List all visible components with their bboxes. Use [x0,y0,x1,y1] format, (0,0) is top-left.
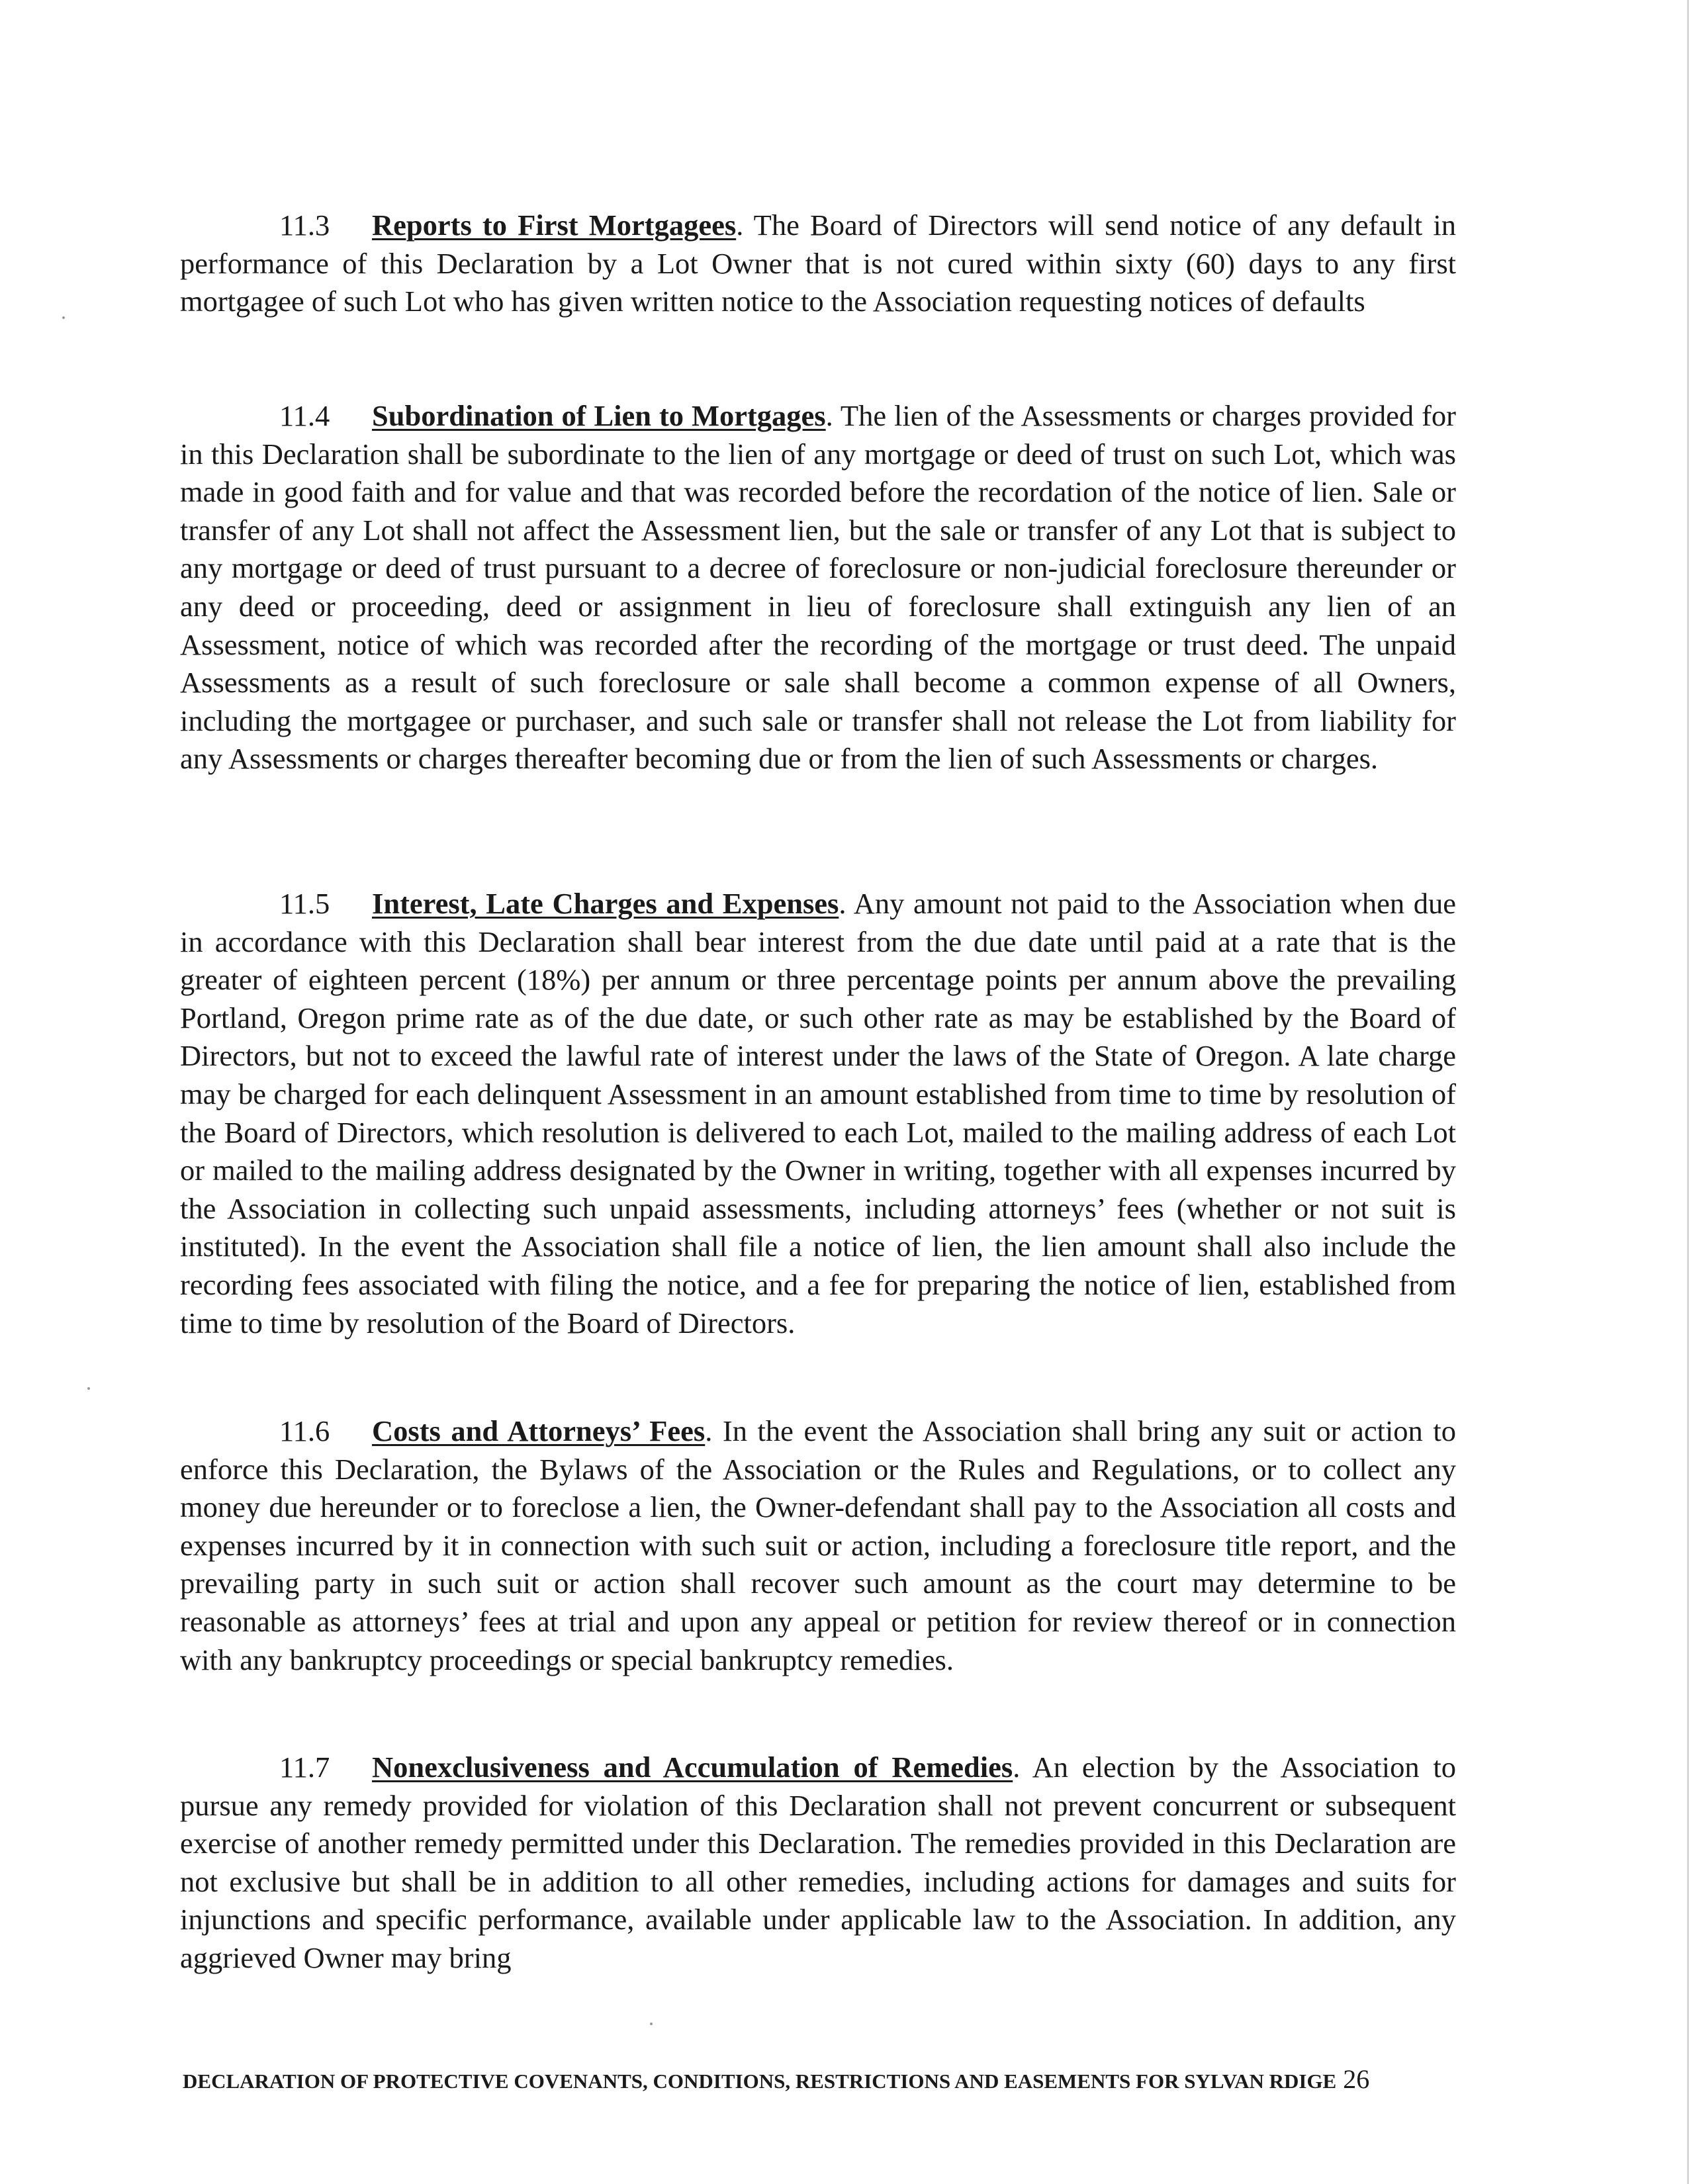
scan-speck [62,316,65,319]
section-heading: Costs and Attorneys’ Fees [372,1414,706,1447]
scan-speck [650,2023,653,2025]
section-11-3 [180,206,1456,321]
section-heading: Subordination of Lien to Mortgages [372,399,826,432]
scan-speck [87,1387,90,1390]
section-heading: Nonexclusiveness and Accumulation of Remedies [372,1751,1013,1784]
section-text: . Any amount not paid to the Association when due in accordance with this Declaration shall bear interest from the due date until paid at a rate that is the greater of eighteen percent (18%) per annum or three percentage points per annum above the prevailing Portland, Oregon prime rate as of the due date, or such other rate as may be established by the Board of Directors, but not to exceed the lawful rate of interest under the laws of the State of Oregon. A late charge may be charged for each delinquent Assessment in an amount established from time to time by resolution of the Board of Directors, which resolution is delivered to each Lot, mailed to the mailing address of each Lot or mailed to the mailing address designated by the Owner in writing, together with all expenses incurred by the Association in collecting such unpaid assessments, including attorneys’ fees (whether or not suit is instituted). In the event the Association shall file a notice of lien, the lien amount shall also include the recording fees associated with filing the notice, and a fee for preparing the notice of lien, established from time to time by resolution of the Board of Directors. [180,887,1456,1340]
footer-title: DECLARATION OF PROTECTIVE COVENANTS, CONDITIONS, RESTRICTIONS AND EASEMENTS FOR SYLVAN RDIGE [183,2070,1337,2093]
section-text: . In the event the Association shall bring any suit or action to enforce this Declaration, the Bylaws of the Association or the Rules and Regulations, or to collect any money due hereunder or to foreclose a lien, the Owner-defendant shall pay to the Association all costs and expenses incurred by it in connection with such suit or action, including a foreclosure title report, and the prevailing party in such suit or action shall recover such amount as the court may determine to be reasonable as attorneys’ fees at trial and upon any appeal or petition for review thereof or in connection with any bankruptcy proceedings or special bankruptcy remedies. [180,1414,1456,1676]
section-number: 11.7 [279,1751,330,1784]
section-11-7 [180,1749,1456,1978]
section-11-4 [180,397,1456,778]
section-text: . The lien of the Assessments or charges provided for in this Declaration shall be subordinate to the lien of any mortgage or deed of trust on such Lot, which was made in good faith and for value and that was recorded before the recordation of the notice of lien. Sale or transfer of any Lot shall not affect the Assessment lien, but the sale or transfer of any Lot that is subject to any mortgage or deed of trust pursuant to a decree of foreclosure or non-judicial foreclosure thereunder or any deed or proceeding, deed or assignment in lieu of foreclosure shall extinguish any lien of an Assessment, notice of which was recorded after the recording of the mortgage or trust deed. The unpaid Assessments as a result of such foreclosure or sale shall become a common expense of all Owners, including the mortgagee or purchaser, and such sale or transfer shall not release the Lot from liability for any Assessments or charges thereafter becoming due or from the lien of such Assessments or charges. [180,399,1456,776]
section-11-5 [180,885,1456,1342]
page-number: 26 [1343,2064,1370,2094]
section-heading: Interest, Late Charges and Expenses [372,887,839,920]
section-11-6 [180,1412,1456,1679]
section-text: . An election by the Association to pursue any remedy provided for violation of this Declaration shall not prevent concurrent or subsequent exercise of another remedy permitted under this Declaration. The remedies provided in this Declaration are not exclusive but shall be in addition to all other remedies, including actions for damages and suits for injunctions and specific performance, available under applicable law to the Association. In addition, any aggrieved Owner may bring [180,1751,1456,1974]
section-number: 11.5 [279,887,330,920]
section-heading: Reports to First Mortgagees [372,208,737,242]
section-number: 11.6 [279,1414,330,1447]
section-number: 11.4 [279,399,330,432]
section-text: . The Board of Directors will send notice of any default in performance of this Declaration by a Lot Owner that is not cured within sixty (60) days to any first mortgagee of such Lot who has given written notice to the Association requesting notices of defaults [180,208,1456,318]
section-number: 11.3 [279,208,330,242]
page-footer [183,2064,1467,2095]
